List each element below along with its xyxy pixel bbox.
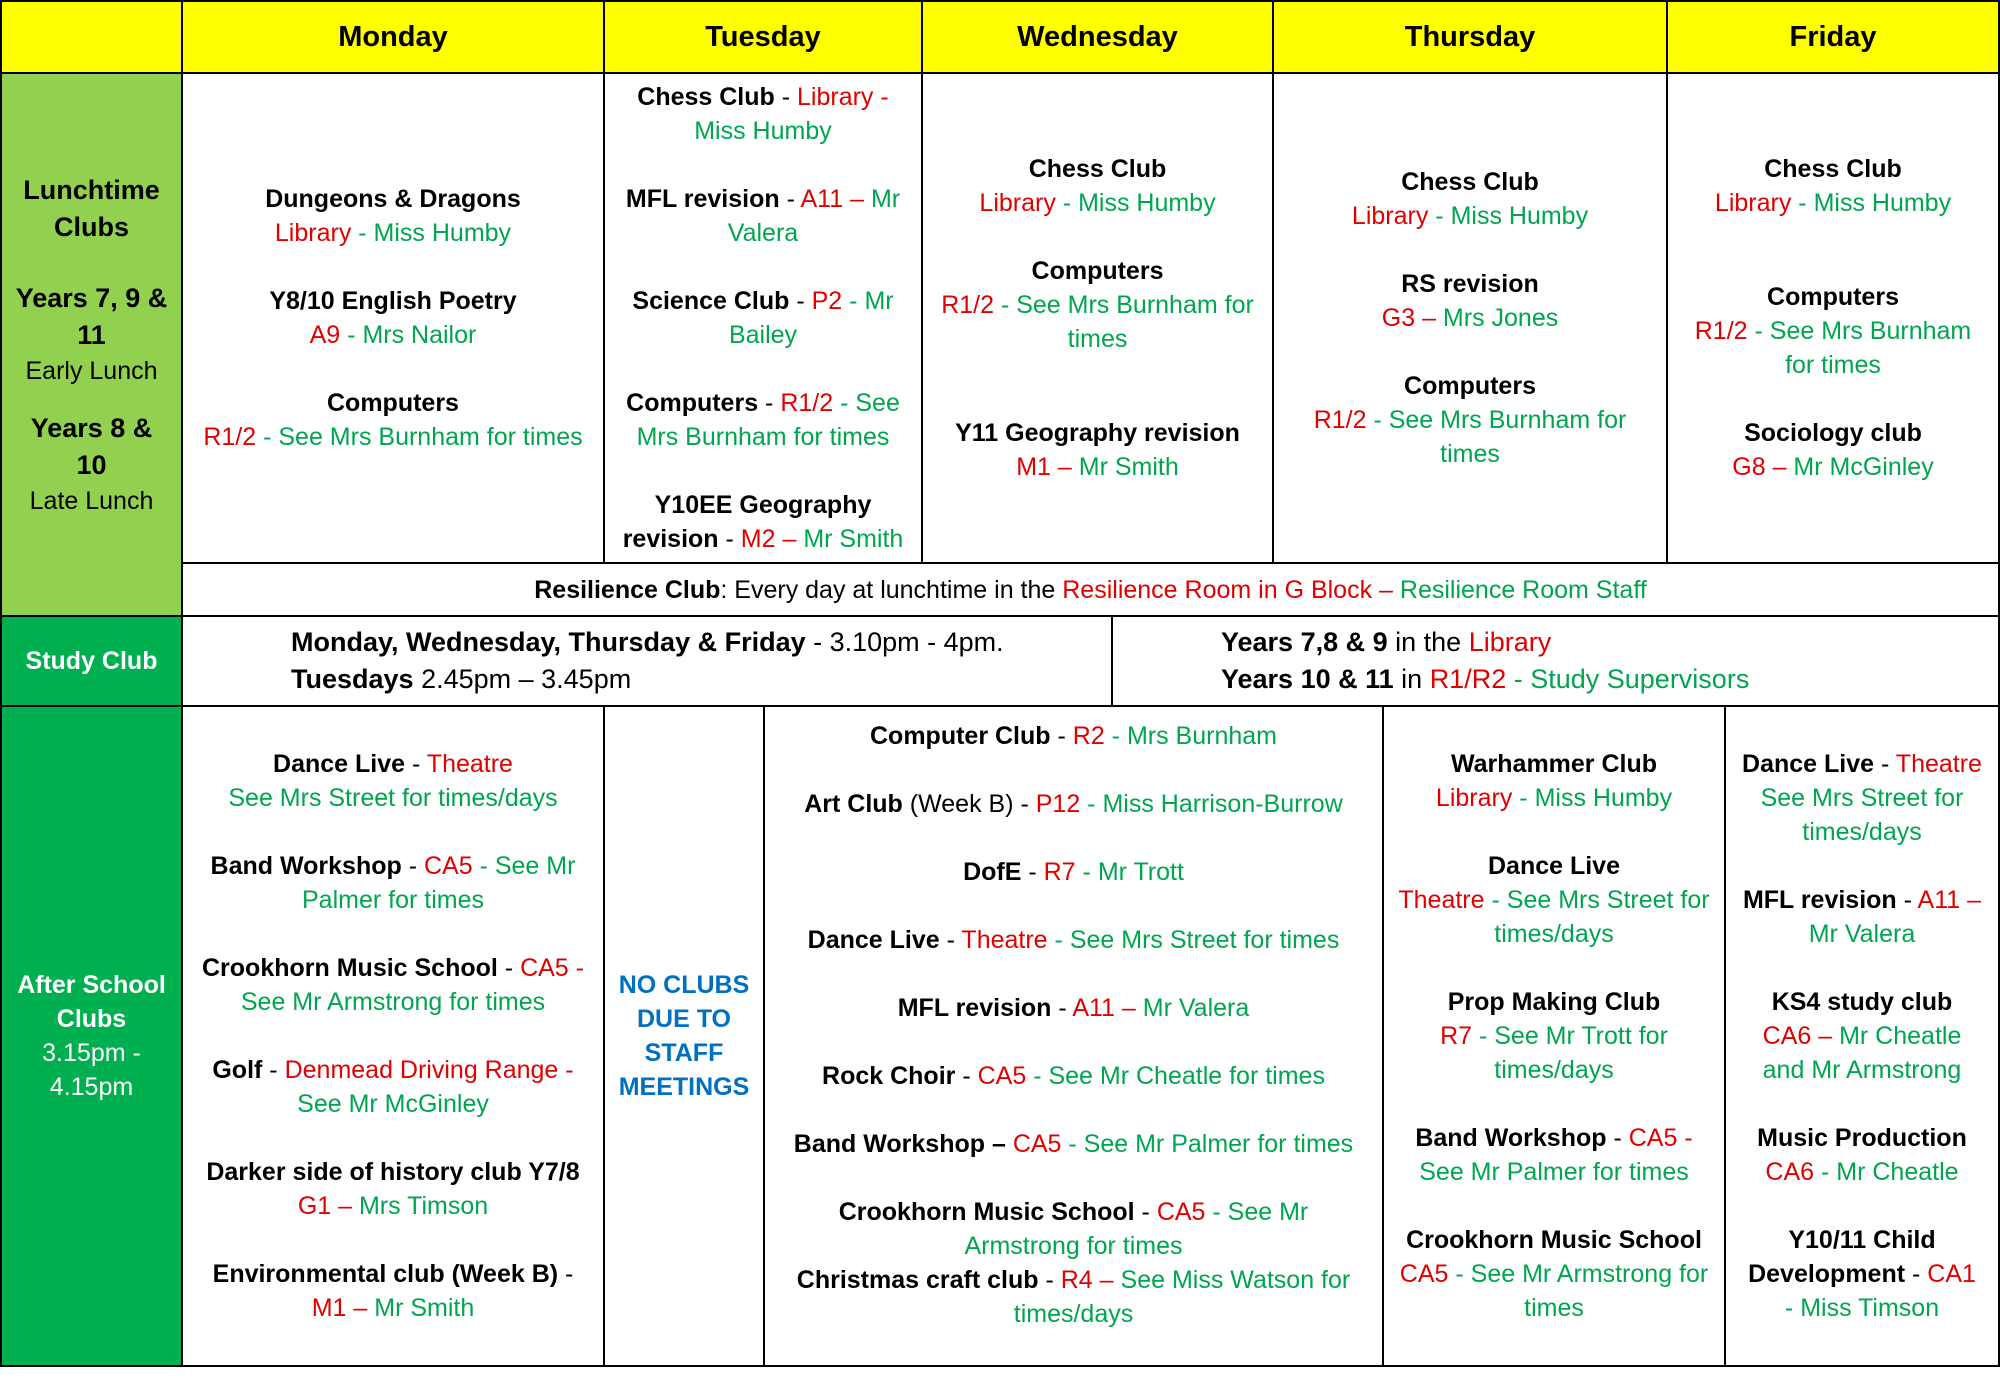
- lunch-years-b2: 10: [76, 449, 107, 480]
- list-item: MFL revision - A11 – Mr Valera: [897, 994, 1250, 1022]
- list-item: Crookhorn Music School CA5 - See Mr Armstrong for times: [1399, 1226, 1709, 1322]
- lunch-friday: [1666, 72, 2000, 564]
- header-thursday: Thursday: [1272, 0, 1668, 74]
- list-item: Computer Club - R2 - Mrs Burnham: [870, 722, 1277, 750]
- after-thursday: [1382, 705, 1726, 1367]
- after-school-clubs-label: After School Clubs 3.15pm - 4.15pm: [0, 705, 183, 1367]
- list-item: Y10/11 Child Development - CA1 - Miss Timson: [1748, 1226, 1976, 1322]
- list-item: Dance Live - Theatre - See Mrs Street for times: [807, 926, 1340, 954]
- lunch-years-b: Years 8 &: [30, 412, 153, 443]
- header-corner: [0, 0, 183, 74]
- list-item: Crookhorn Music School - CA5 - See Mr Armstrong for times: [838, 1198, 1309, 1260]
- header-friday: Friday: [1666, 0, 2000, 74]
- list-item: Golf - Denmead Driving Range - See Mr McGinley: [212, 1056, 574, 1118]
- list-item: MFL revision - A11 – Mr Valera: [625, 185, 901, 247]
- list-item: Crookhorn Music School - CA5 - See Mr Armstrong for times: [202, 954, 584, 1016]
- list-item: Science Club - P2 - Mr Bailey: [632, 287, 894, 349]
- list-item: Dance Live Theatre - See Mrs Street for times/days: [1398, 852, 1710, 948]
- header-tuesday: Tuesday: [603, 0, 923, 74]
- list-item: Y10EE Geography revision - M2 – Mr Smith: [622, 491, 904, 553]
- list-item: Sociology club G8 – Mr McGinley: [1732, 419, 1934, 481]
- list-item: DofE - R7 - Mr Trott: [963, 858, 1184, 886]
- list-item: Band Workshop – CA5 - See Mr Palmer for times: [793, 1130, 1354, 1158]
- list-item: MFL revision - A11 – Mr Valera: [1742, 886, 1982, 948]
- list-item: Chess Club Library - Miss Humby: [979, 155, 1216, 217]
- list-item: Band Workshop - CA5 - See Mr Palmer for times: [1415, 1124, 1693, 1186]
- list-item: Computers R1/2 - See Mrs Burnham for times: [1313, 372, 1627, 468]
- list-item: Darker side of history club Y7/8 G1 – Mrs Timson: [206, 1158, 580, 1220]
- study-club-times: Monday, Wednesday, Thursday & Friday - 3.10pm - 4pm. Tuesdays 2.45pm – 3.45pm: [181, 615, 1113, 707]
- list-item: Chess Club Library - Miss Humby: [1351, 168, 1589, 230]
- after-friday: [1724, 705, 2000, 1367]
- list-item: Rock Choir - CA5 - See Mr Cheatle for times: [822, 1062, 1325, 1090]
- list-item: Prop Making Club R7 - See Mr Trott for times/days: [1440, 988, 1668, 1084]
- header-wednesday: Wednesday: [921, 0, 1274, 74]
- list-item: Computers - R1/2 - See Mrs Burnham for times: [626, 389, 900, 451]
- lunch-years-a: Years 7, 9 &: [15, 282, 168, 313]
- list-item: RS revision G3 – Mrs Jones: [1381, 270, 1559, 332]
- study-club-locations: Years 7,8 & 9 in the Library Years 10 & 11 in R1/R2 - Study Supervisors: [1111, 615, 2000, 707]
- list-item: Warhammer Club Library - Miss Humby: [1435, 750, 1673, 812]
- list-item: Dance Live - Theatre See Mrs Street for times/days: [1742, 750, 1982, 846]
- list-item: Computers R1/2 - See Mrs Burnham for times: [1694, 283, 1972, 379]
- list-item: KS4 study club CA6 – Mr Cheatle and Mr Armstrong: [1762, 988, 1962, 1084]
- list-item: Environmental club (Week B) - M1 – Mr Smith: [212, 1260, 574, 1322]
- list-item: Y11 Geography revision M1 – Mr Smith: [955, 419, 1240, 481]
- lunchtime-clubs-label: [0, 72, 183, 617]
- no-clubs-notice: NO CLUBS: [618, 971, 750, 999]
- list-item: Band Workshop - CA5 - See Mr Palmer for times: [210, 852, 576, 914]
- after-wednesday: [763, 705, 1384, 1367]
- lunch-years-a2: 11: [77, 319, 106, 350]
- late-lunch: Late Lunch: [29, 486, 154, 515]
- list-item: Chess Club - Library - Miss Humby: [637, 83, 889, 145]
- after-tuesday: NO CLUBS DUE TO STAFF MEETINGS: [603, 705, 765, 1367]
- list-item: Computers R1/2 - See Mrs Burnham for times: [203, 389, 583, 451]
- resilience-club-name: Resilience Club: [534, 575, 721, 604]
- list-item: Music Production CA6 - Mr Cheatle: [1757, 1124, 1967, 1186]
- list-item: Y8/10 English Poetry A9 - Mrs Nailor: [269, 287, 517, 349]
- study-club-label: Study Club: [0, 615, 183, 707]
- list-item: Computers R1/2 - See Mrs Burnham for times: [941, 257, 1254, 353]
- lunch-thursday: [1272, 72, 1668, 564]
- header-monday: Monday: [181, 0, 605, 74]
- list-item: Christmas craft club - R4 – See Miss Watson for times/days: [796, 1266, 1351, 1328]
- resilience-club-row: Resilience Club: Every day at lunchtime in the Resilience Room in G Block – Resilience Room Staff: [181, 562, 2000, 617]
- list-item: Art Club (Week B) - P12 - Miss Harrison-Burrow: [804, 790, 1343, 818]
- early-lunch: Early Lunch: [25, 356, 158, 385]
- lunch-title-2: Clubs: [53, 211, 129, 242]
- list-item: Dungeons & Dragons Library - Miss Humby: [265, 185, 521, 247]
- after-monday: [181, 705, 605, 1367]
- list-item: Chess Club Library - Miss Humby: [1714, 155, 1952, 217]
- lunch-title-1: Lunchtime: [23, 174, 160, 205]
- list-item: Dance Live - Theatre See Mrs Street for times/days: [228, 750, 558, 812]
- lunch-wednesday: [921, 72, 1274, 564]
- lunch-tuesday: [603, 72, 923, 564]
- lunch-monday: [181, 72, 605, 564]
